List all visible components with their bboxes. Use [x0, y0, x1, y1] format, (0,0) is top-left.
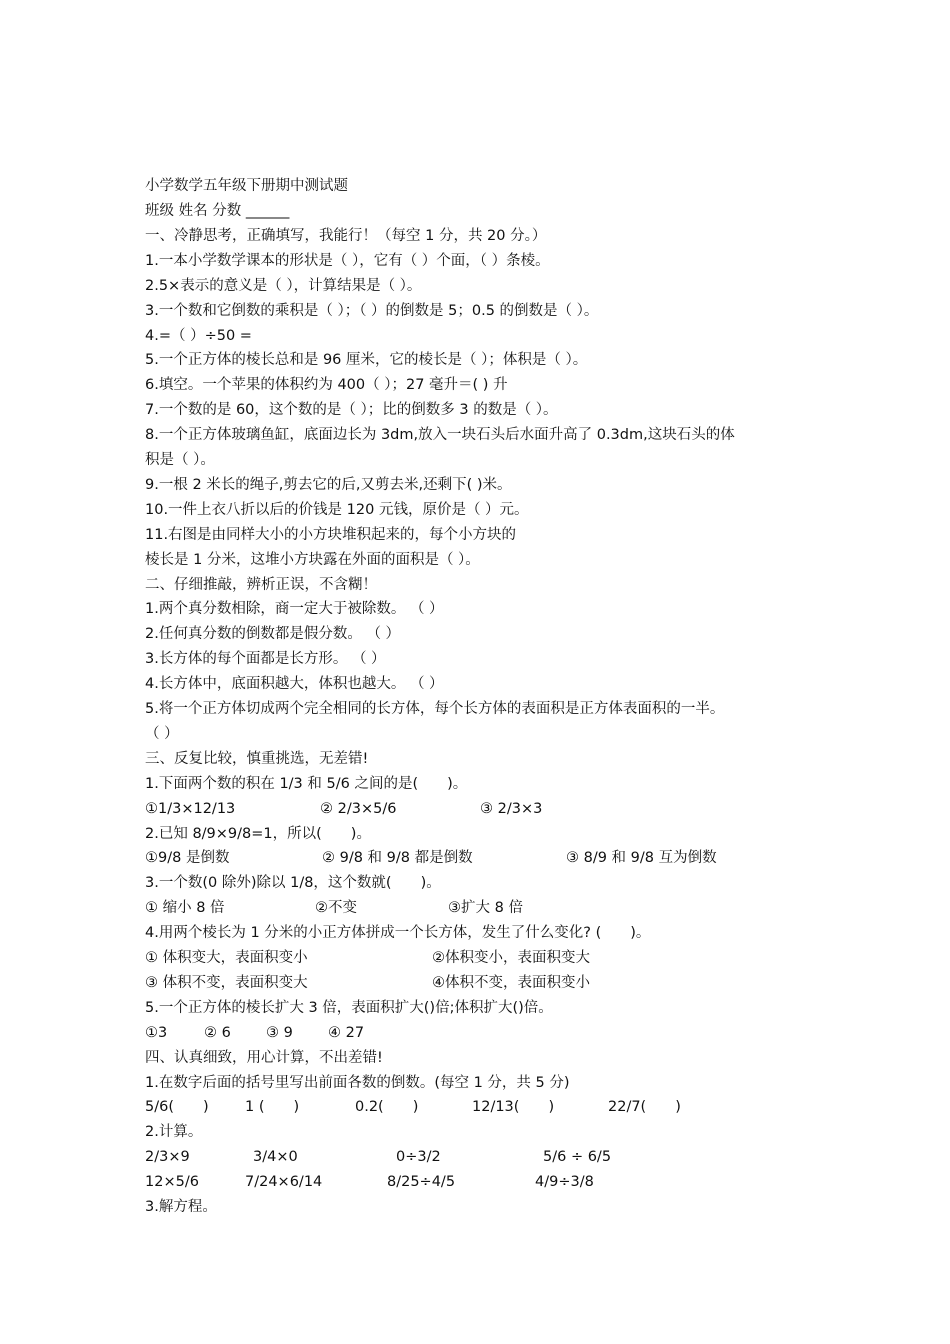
option-item: ②体积变小，表面积变大: [432, 950, 590, 966]
option-item: 2/3×9: [145, 1149, 190, 1166]
option-item: ① 缩小 8 倍: [145, 900, 225, 917]
option-item: 0÷3/2: [396, 1149, 441, 1166]
option-row: [0, 973, 950, 993]
option-item: 7/24×6/14: [245, 1174, 323, 1191]
text-line: 3.一个数和它倒数的乘积是（ ）；（ ）的倒数是 5；0.5 的倒数是（ ）。: [145, 302, 599, 319]
option-row: [0, 948, 950, 968]
option-row: [0, 1147, 950, 1167]
option-item: 8/25÷4/5: [387, 1174, 456, 1191]
text-line: 班级 姓名 分数 ______: [145, 203, 290, 219]
text-line: 二、仔细推敲，辨析正误，不含糊！: [145, 576, 377, 593]
text-line: 11.右图是由同样大小的小方块堆积起来的，每个小方块的: [145, 526, 517, 543]
text-line: 5.将一个正方体切成两个完全相同的长方体，每个长方体的表面积是正方体表面积的一半。: [145, 701, 725, 717]
option-item: 0.2( ): [355, 1099, 419, 1116]
text-line: 4.长方体中，底面积越大，体积也越大。 （ ）: [145, 676, 444, 693]
text-line: 棱长是 1 分米，这堆小方块露在外面的面积是（ ）。: [145, 551, 480, 568]
option-item: ① 体积变大，表面积变小: [145, 950, 308, 966]
option-row: [0, 898, 950, 918]
option-item: ③ 8/9 和 9/8 互为倒数: [566, 850, 717, 867]
option-row: [0, 1097, 950, 1117]
text-line: 2.计算。: [145, 1124, 203, 1141]
option-item: ④体积不变，表面积变小: [432, 974, 590, 991]
text-line: 1.两个真分数相除，商一定大于被除数。 （ ）: [145, 601, 444, 618]
option-item: 5/6 ÷ 6/5: [543, 1149, 612, 1166]
text-line: 3.解方程。: [145, 1199, 217, 1215]
option-item: 4/9÷3/8: [535, 1174, 594, 1191]
option-item: ①1/3×12/13: [145, 800, 236, 817]
text-line: 8.一个正方体玻璃鱼缸，底面边长为 3dm,放入一块石头后水面升高了 0.3dm,这块石头的体: [145, 427, 735, 444]
text-line: 1.在数字后面的括号里写出前面各数的倒数。(每空 1 分，共 5 分): [145, 1074, 570, 1091]
text-line: 3.一个数(0 除外)除以 1/8，这个数就( )。: [145, 875, 441, 892]
option-item: 12×5/6: [145, 1174, 199, 1191]
option-item: 1 ( ): [245, 1099, 300, 1116]
option-item: ③ 2/3×3: [480, 800, 543, 817]
option-item: ④ 27: [328, 1024, 365, 1041]
text-line: 4.用两个棱长为 1 分米的小正方体拼成一个长方体，发生了什么变化? ( )。: [145, 925, 651, 942]
option-item: ② 2/3×5/6: [320, 800, 397, 817]
text-line: 2.5×表示的意义是（ ），计算结果是（ ）。: [145, 277, 422, 294]
option-item: 22/7( ): [608, 1099, 681, 1116]
option-item: ①9/8 是倒数: [145, 850, 230, 867]
option-item: ③ 体积不变，表面积变大: [145, 974, 308, 991]
option-row: [0, 848, 950, 868]
option-row: [0, 1172, 950, 1192]
text-line: 10.一件上衣八折以后的价钱是 120 元钱，原价是（ ）元。: [145, 501, 529, 518]
text-line: 1.一本小学数学课本的形状是（ ），它有（ ）个面，（ ）条棱。: [145, 252, 550, 269]
option-item: ② 6: [204, 1024, 231, 1041]
text-line: 5.一个正方体的棱长扩大 3 倍，表面积扩大()倍;体积扩大()倍。: [145, 999, 553, 1016]
text-line: 2.任何真分数的倒数都是假分数。 （ ）: [145, 626, 401, 643]
option-item: ② 9/8 和 9/8 都是倒数: [322, 850, 473, 867]
text-line: 四、认真细致，用心计算，不出差错!: [145, 1049, 383, 1066]
option-item: 3/4×0: [253, 1149, 298, 1166]
text-line: 积是（ ）。: [145, 452, 215, 468]
text-line: 5.一个正方体的棱长总和是 96 厘米，它的棱长是（ ）；体积是（ ）。: [145, 352, 588, 369]
text-line: 6.填空。一个苹果的体积约为 400（ ）；27 毫升＝( ) 升: [145, 377, 508, 394]
text-line: 1.下面两个数的积在 1/3 和 5/6 之间的是( )。: [145, 775, 468, 792]
option-item: ②不变: [315, 900, 357, 917]
option-item: ③扩大 8 倍: [448, 900, 523, 917]
text-line: 3.长方体的每个面都是长方形。 （ ）: [145, 651, 386, 668]
text-line: （ ）: [145, 725, 179, 742]
option-row: [0, 799, 950, 819]
option-item: ③ 9: [266, 1024, 293, 1041]
document-title: 小学数学五年级下册期中测试题: [145, 178, 348, 194]
option-item: 12/13( ): [472, 1099, 555, 1116]
option-item: 5/6( ): [145, 1099, 209, 1116]
text-line: 9.一根 2 米长的绳子,剪去它的后,又剪去米,还剩下( )米。: [145, 476, 512, 493]
text-line: 一、冷静思考，正确填写，我能行！（每空 1 分，共 20 分。）: [145, 227, 547, 244]
text-line: 三、反复比较，慎重挑选，无差错!: [145, 750, 369, 767]
text-line: 2.已知 8/9×9/8=1，所以( )。: [145, 825, 371, 842]
option-item: ①3: [145, 1024, 168, 1041]
text-line: 4.=（ ）÷50 =: [145, 327, 252, 344]
text-line: 7.一个数的是 60，这个数的是（ ）；比的倒数多 3 的数是（ ）。: [145, 402, 558, 419]
option-row: [0, 1023, 950, 1043]
